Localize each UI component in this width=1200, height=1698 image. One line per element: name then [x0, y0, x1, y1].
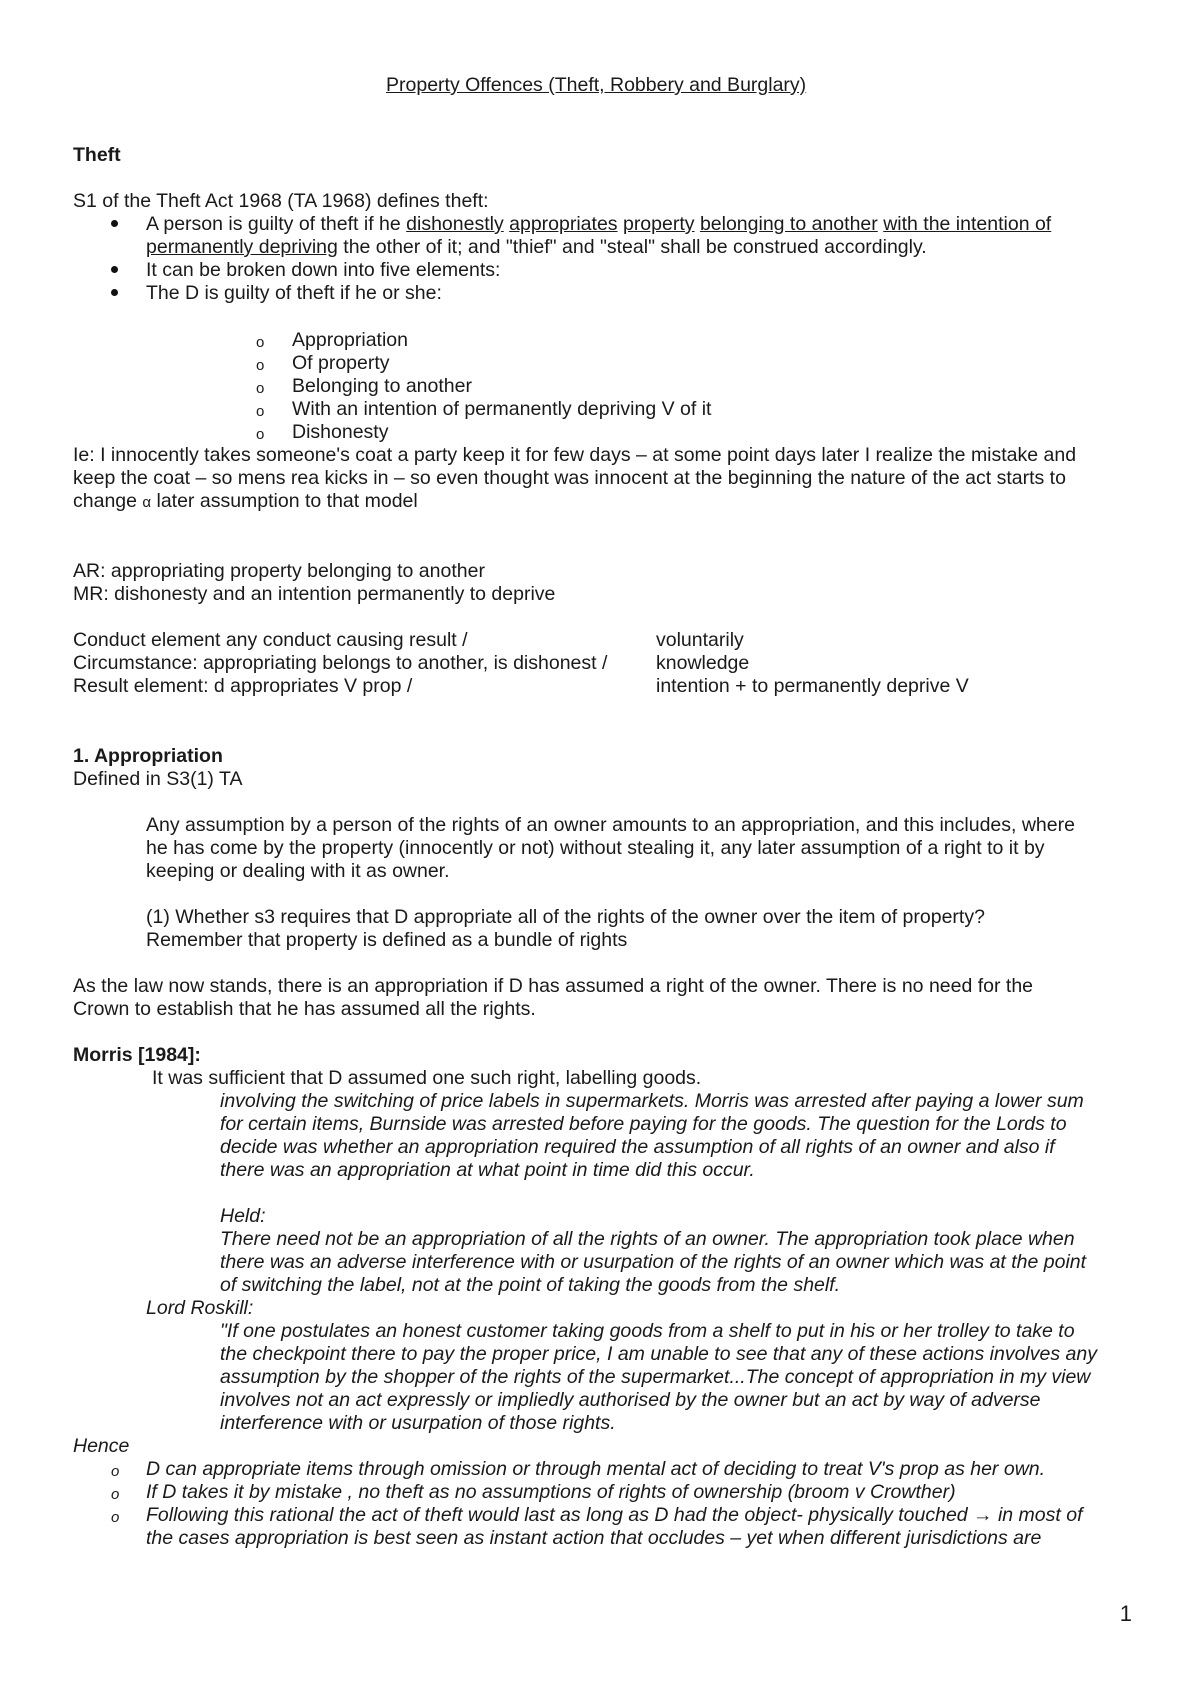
s3-quote-line: he has come by the property (innocently or not) without stealing it, any later assumption of a right to it by — [146, 837, 1045, 859]
element-item: Dishonesty — [292, 421, 389, 443]
s3-quote-line: Any assumption by a person of the rights of an owner amounts to an appropriation, and this includes, where — [146, 814, 1075, 836]
hence-item: If D takes it by mistake , no theft as no assumptions of rights of ownership (broom v Crowther) — [146, 1481, 956, 1503]
element-item: Appropriation — [292, 329, 408, 351]
term-intention: with the intention of — [883, 213, 1052, 235]
law-stands-line: Crown to establish that he has assumed all the rights. — [73, 998, 536, 1020]
list-marker: o — [256, 380, 265, 397]
hence-item — [146, 1504, 1083, 1527]
hence-item-continued: the cases appropriation is best seen as instant action that occludes – yet when different jurisdictions are — [146, 1527, 1042, 1549]
example-text: change — [73, 490, 143, 512]
definition-text-end: the other of it; and "thief" and "steal" shall be construed accordingly. — [337, 236, 927, 258]
example-line: Ie: I innocently takes someone's coat a party keep it for few days – at some point days later I realize the mistake and — [73, 444, 1077, 466]
table-left-cell: Circumstance: appropriating belongs to another, is dishonest / — [73, 652, 608, 674]
s1-intro: S1 of the Theft Act 1968 (TA 1968) defines theft: — [73, 190, 489, 212]
element-item: Belonging to another — [292, 375, 472, 397]
morris-sufficient: It was sufficient that D assumed one such right, labelling goods. — [152, 1067, 702, 1089]
term-dishonestly: dishonestly — [406, 213, 504, 235]
bullet-marker — [111, 289, 118, 296]
held-line: There need not be an appropriation of all the rights of an owner. The appropriation took place when — [220, 1228, 1075, 1250]
appropriation-heading: 1. Appropriation — [73, 745, 223, 767]
element-item: With an intention of permanently depriving V of it — [292, 398, 712, 420]
term-property: property — [622, 213, 695, 235]
law-stands-line: As the law now stands, there is an appropriation if D has assumed a right of the owner. There is no need for the — [73, 975, 1034, 997]
page-number: 1 — [1119, 1601, 1132, 1626]
roskill-quote-line: "If one postulates an honest customer taking goods from a shelf to put in his or her trolley to take to — [220, 1320, 1075, 1342]
example-text-end: later assumption to that model — [151, 490, 418, 512]
bullet-marker — [111, 220, 118, 227]
table-left-cell: Result element: d appropriates V prop / — [73, 675, 413, 697]
example-line: keep the coat – so mens rea kicks in – so even thought was innocent at the beginning the nature of the act starts to — [73, 467, 1066, 489]
element-item: Of property — [292, 352, 390, 374]
alpha-symbol: α — [142, 494, 152, 511]
held-line: there was an adverse interference with or usurpation of the rights of an owner which was at the point — [220, 1251, 1087, 1273]
roskill-quote-line: involves not an act expressly or impliedly authorised by the owner but an act by way of adverse — [220, 1389, 1041, 1411]
held-line: of switching the label, not at the point of taking the goods from the shelf. — [220, 1274, 841, 1296]
morris-facts-line: decide was whether an appropriation required the assumption of all rights of an owner and also if — [220, 1136, 1055, 1158]
appropriation-defined: Defined in S3(1) TA — [73, 768, 243, 790]
hence-item-text-end: in most of — [992, 1504, 1083, 1526]
term-appropriates: appropriates — [509, 213, 618, 235]
s3-question-line: Remember that property is defined as a bundle of rights — [146, 929, 628, 951]
hence-label: Hence — [73, 1435, 130, 1457]
hence-item: D can appropriate items through omission or through mental act of deciding to treat V's prop as her own. — [146, 1458, 1046, 1480]
term-permanently-depriving: permanently depriving — [146, 236, 338, 258]
table-right-cell: intention + to permanently deprive V — [656, 675, 969, 697]
table-left-cell: Conduct element any conduct causing result / — [73, 629, 468, 651]
list-marker: o — [111, 1509, 120, 1526]
hence-item-text: Following this rational the act of theft would last as long as D had the object- physically touched — [146, 1504, 974, 1526]
held-label: Held: — [220, 1205, 266, 1227]
list-marker: o — [256, 334, 265, 351]
table-right-cell: knowledge — [656, 652, 750, 674]
bullet-definition-line1 — [146, 213, 1051, 236]
morris-facts-line: involving the switching of price labels in supermarkets. Morris was arrested after paying a lower sum — [220, 1090, 1084, 1112]
page-title: Property Offences (Theft, Robbery and Burglary) — [386, 74, 807, 96]
list-marker: o — [111, 1463, 120, 1480]
morris-facts-line: there was an appropriation at what point in time did this occur. — [220, 1159, 755, 1181]
term-belonging: belonging to another — [699, 213, 878, 235]
list-marker: o — [111, 1486, 120, 1503]
actus-reus: AR: appropriating property belonging to another — [73, 560, 485, 582]
arrow-right-icon: → — [973, 1504, 993, 1526]
s3-quote-line: keeping or dealing with it as owner. — [146, 860, 450, 882]
roskill-quote-line: assumption by the shopper of the rights of the supermarket...The concept of appropriation in my view — [220, 1366, 1091, 1388]
morris-heading: Morris [1984]: — [73, 1044, 201, 1066]
bullet-guilty: The D is guilty of theft if he or she: — [146, 282, 442, 304]
theft-heading: Theft — [73, 144, 121, 166]
bullet-marker — [111, 266, 118, 273]
s3-question-line: (1) Whether s3 requires that D appropriate all of the rights of the owner over the item of property? — [146, 906, 985, 928]
list-marker: o — [256, 403, 265, 420]
table-right-cell: voluntarily — [656, 629, 744, 651]
example-line — [73, 490, 418, 514]
list-marker: o — [256, 426, 265, 443]
bullet-five-elements: It can be broken down into five elements: — [146, 259, 501, 281]
mens-rea: MR: dishonesty and an intention permanently to deprive — [73, 583, 556, 605]
roskill-label: Lord Roskill: — [146, 1297, 254, 1319]
roskill-quote-line: the checkpoint there to pay the proper price, I am unable to see that any of these actions involves any — [220, 1343, 1097, 1365]
roskill-quote-line: interference with or usurpation of those rights. — [220, 1412, 616, 1434]
bullet-definition-line2 — [146, 236, 927, 259]
definition-text: A person is guilty of theft if he — [146, 213, 407, 235]
list-marker: o — [256, 357, 265, 374]
morris-facts-line: for certain items, Burnside was arrested before paying for the goods. The question for the Lords to — [220, 1113, 1067, 1135]
